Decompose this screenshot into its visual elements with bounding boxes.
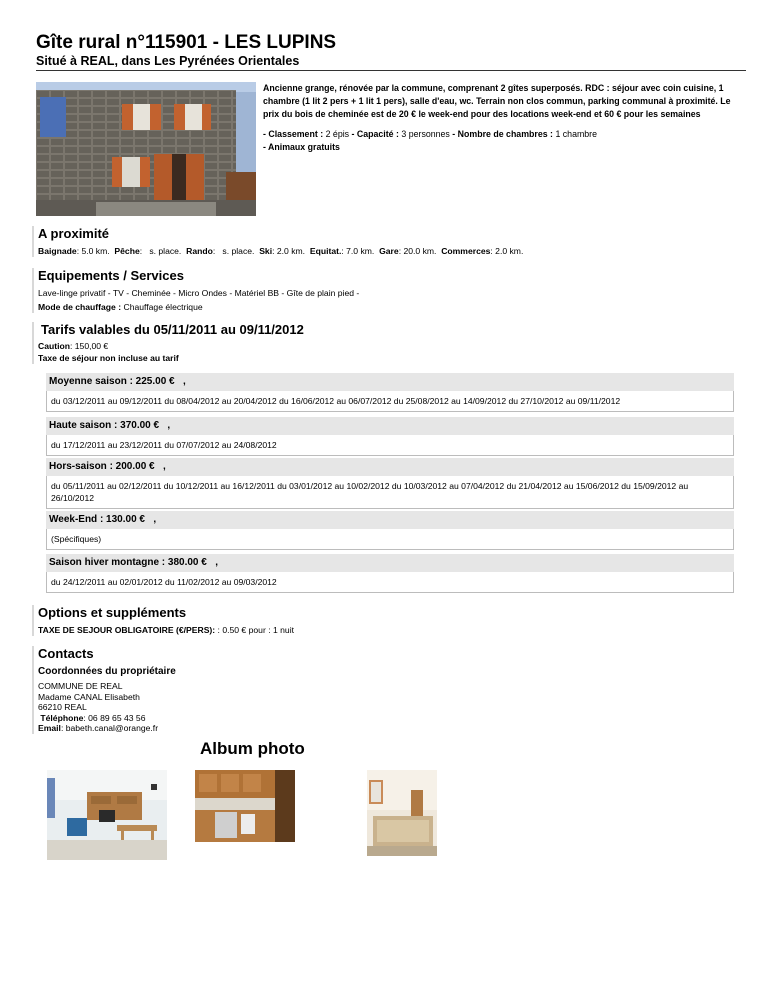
tarif-dates: du 03/12/2011 au 09/12/2011 du 08/04/2012 au 20/04/2012 du 16/06/2012 au 06/07/2012 du 25/08/2012 au 14/09/2012 du 27/10/2012 au 09/11/2012 <box>46 391 734 412</box>
classement-label: - Classement : <box>263 129 324 139</box>
baignade-value: : 5.0 km. <box>76 246 110 256</box>
proximite-heading: A proximité <box>38 226 110 241</box>
ski-value: : 2.0 km. <box>272 246 306 256</box>
contact-line: Madame CANAL Elisabeth <box>38 691 140 702</box>
peche-value: : <box>139 246 143 256</box>
tarif-block <box>46 373 734 412</box>
caution-line <box>38 340 748 352</box>
tarif-mark: , <box>215 557 218 568</box>
tarif-price: Haute saison : 370.00 € <box>49 420 160 431</box>
equipements-heading: Equipements / Services <box>38 268 184 283</box>
options-heading: Options et suppléments <box>38 605 187 620</box>
tarif-price: Saison hiver montagne : 380.00 € <box>49 557 207 568</box>
chauffage-value: Chauffage électrique <box>123 302 203 312</box>
proximite-list <box>38 245 748 257</box>
tarif-price: Week-End : 130.00 € <box>49 514 145 525</box>
tarif-price: Moyenne saison : 225.00 € <box>49 376 175 387</box>
tarif-dates: du 24/12/2011 au 02/01/2012 du 11/02/2012 au 09/03/2012 <box>46 572 734 593</box>
options-line <box>38 624 748 636</box>
tarif-mark: , <box>167 420 171 431</box>
email-value[interactable]: : babeth.canal@orange.fr <box>60 723 159 733</box>
caution-label: Caution <box>38 341 70 351</box>
peche-place: s. place. <box>149 246 182 256</box>
page-title: Gîte rural n°115901 - LES LUPINS <box>36 32 337 53</box>
options-section <box>32 605 748 636</box>
options-label: TAXE DE SEJOUR OBLIGATOIRE (€/PERS): <box>38 625 216 635</box>
tarif-heading <box>46 511 734 529</box>
main-house-photo <box>36 82 256 216</box>
tarif-heading <box>46 417 734 435</box>
tarif-dates: du 05/11/2011 au 02/12/2011 du 10/12/2011 au 16/12/2011 du 03/01/2012 au 10/02/2012 du 10/03/2012 au 07/04/2012 du 21/04/2012 au 15/06/2012 du 15/09/2012 au 26/10/2012 <box>46 476 734 509</box>
description: Ancienne grange, rénovée par la commune, comprenant 2 gîtes superposés. RDC : séjour avec coin cuisine, 1 chambre (1 lit 2 pers + 1 lit 1 pers), salle d'eau, wc. Terrain non clos commun, parking communal à proximité. Le prix du bois de cheminée est de 20 € le week-end pour des locations week-end et 60 € pour les semaines <box>263 83 731 119</box>
equitat-value: : 7.0 km. <box>341 246 375 256</box>
tarif-block <box>46 417 734 456</box>
contact-line: COMMUNE DE REAL <box>38 681 123 691</box>
animaux-note: - Animaux gratuits <box>263 141 340 152</box>
album-photo-bedroom[interactable] <box>367 770 437 856</box>
rando-value: : <box>212 246 216 256</box>
key-facts <box>263 128 748 153</box>
classement-value: 2 épis <box>325 129 350 139</box>
tarif-block <box>46 511 734 550</box>
page-subtitle: Situé à REAL, dans Les Pyrénées Orientales <box>36 54 300 68</box>
contacts-section <box>32 646 748 734</box>
equipements-list: Lave-linge privatif - TV - Cheminée - Micro Ondes - Matériel BB - Gîte de plain pied - <box>38 288 360 298</box>
chauffage-line <box>38 301 748 313</box>
peche-label: Pêche <box>114 246 140 256</box>
tarif-dates: du 17/12/2011 au 23/12/2011 du 07/07/2012 au 24/08/2012 <box>46 435 734 456</box>
contacts-heading: Contacts <box>38 646 94 661</box>
tarif-heading <box>46 554 734 572</box>
chambres-value: 1 chambre <box>555 129 597 139</box>
email-label: Email <box>38 723 61 733</box>
album-photo-living-room[interactable] <box>47 770 167 860</box>
caution-value: : 150,00 € <box>69 341 109 351</box>
commerces-value: : 2.0 km. <box>490 246 524 256</box>
contacts-subheading: Coordonnées du propriétaire <box>38 666 176 677</box>
proximite-section <box>32 226 748 257</box>
gare-label: Gare <box>379 246 399 256</box>
tarif-heading <box>46 458 734 476</box>
taxe-note: Taxe de séjour non incluse au tarif <box>38 353 179 363</box>
chambres-label: - Nombre de chambres : <box>452 129 553 139</box>
equipements-section <box>32 268 748 313</box>
album-heading: Album photo <box>200 739 305 758</box>
tarif-heading <box>46 373 734 391</box>
chauffage-label: Mode de chauffage : <box>38 302 122 312</box>
tarifs-section <box>32 322 748 364</box>
contact-address <box>38 681 748 734</box>
tarif-mark: , <box>182 376 186 387</box>
rando-label: Rando <box>186 246 213 256</box>
options-value: : 0.50 € pour : 1 nuit <box>217 625 294 635</box>
gare-value: : 20.0 km. <box>398 246 437 256</box>
album-photo-kitchen[interactable] <box>195 770 295 842</box>
phone-value[interactable]: : 06 89 65 43 56 <box>83 712 146 723</box>
phone-label: Téléphone <box>40 712 84 723</box>
tarifs-heading: Tarifs valables du 05/11/2011 au 09/11/2012 <box>41 322 304 337</box>
tarif-block <box>46 458 734 509</box>
tarif-dates: (Spécifiques) <box>46 529 734 550</box>
baignade-label: Baignade <box>38 246 77 256</box>
tarif-price: Hors-saison : 200.00 € <box>49 461 155 472</box>
contact-line: 66210 REAL <box>38 702 87 712</box>
capacite-value: 3 personnes <box>401 129 450 139</box>
header-divider <box>36 70 746 71</box>
capacite-label: - Capacité : <box>351 129 399 139</box>
tarif-mark: , <box>153 514 157 525</box>
tarif-mark: , <box>162 461 166 472</box>
commerces-label: Commerces <box>441 246 491 256</box>
ski-label: Ski <box>259 246 273 256</box>
tarif-block <box>46 554 734 593</box>
rando-place: s. place. <box>222 246 255 256</box>
equitat-label: Equitat. <box>309 246 342 256</box>
